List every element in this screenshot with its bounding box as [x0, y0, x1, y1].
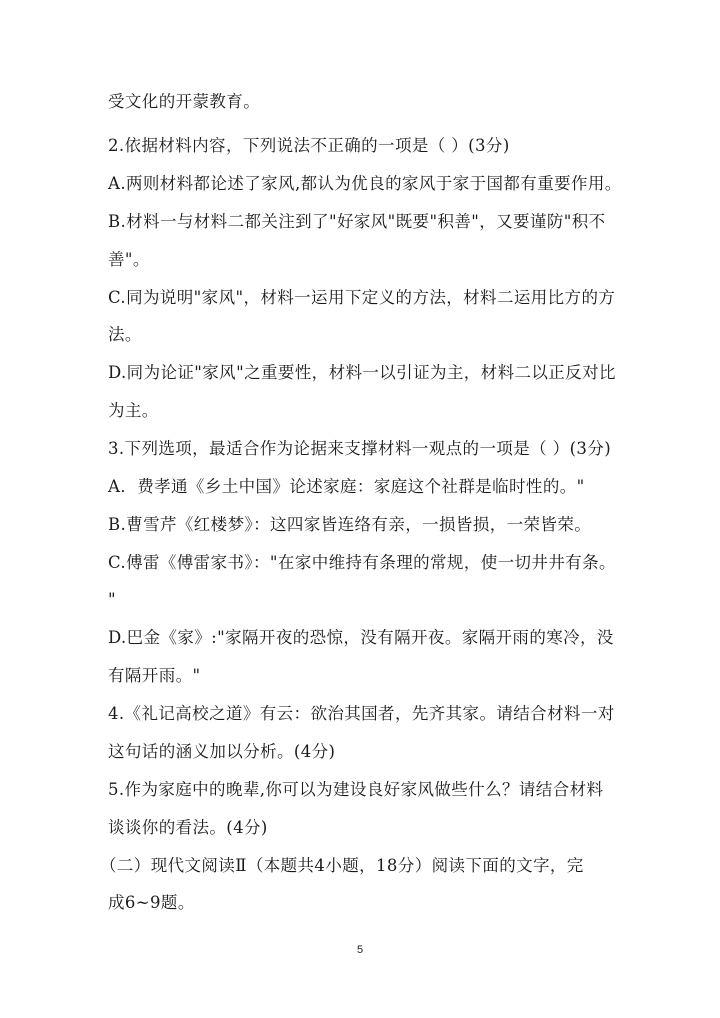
- option-3b: B.曹雪芹《红楼梦》：这四家皆连络有亲，一损皆损，一荣皆荣。: [108, 515, 592, 534]
- option-3c: C.傅雷《傅雷家书》："在家中维持有条理的常规，使一切井井有条。: [108, 553, 616, 572]
- question-3-stem: 3.下列选项，最适合作为论据来支撑材料一观点的一项是（ ）(3分): [108, 439, 612, 458]
- question-2-stem: 2.依据材料内容，下列说法不正确的一项是（ ）(3分): [108, 136, 510, 155]
- option-3d: D.巴金《家》:"家隔开夜的恐惊，没有隔开夜。家隔开雨的寒冷，没: [108, 628, 614, 647]
- question-4: 4.《礼记高校之道》有云：欲治其国者，先齐其家。请结合材料一对: [108, 704, 615, 723]
- section-heading-cont: 成6~9题。: [108, 893, 195, 912]
- question-5: 5.作为家庭中的晚辈,你可以为建设良好家风做些什么？请结合材料: [108, 780, 604, 799]
- option-2d: D.同为论证"家风"之重要性，材料一以引证为主，材料二以正反对比: [108, 363, 616, 382]
- text-line: 受文化的开蒙教育。: [108, 92, 261, 111]
- option-2a: A.两则材料都论述了家风,都认为优良的家风于家于国都有重要作用。: [108, 174, 622, 193]
- question-5-cont: 谈谈你的看法。(4分): [108, 818, 268, 837]
- option-3a: A．费孝通《乡土中国》论述家庭：家庭这个社群是临时性的。": [108, 477, 585, 496]
- section-heading: （二）现代文阅读Ⅱ（本题共4小题，18分）阅读下面的文字，完: [100, 856, 584, 875]
- option-3c-cont: ": [108, 590, 116, 609]
- page-number: 5: [356, 944, 364, 956]
- option-2d-cont: 为主。: [108, 401, 159, 420]
- option-2c: C.同为说明"家风"，材料一运用下定义的方法，材料二运用比方的方: [108, 288, 616, 307]
- option-3d-cont: 有隔开雨。": [108, 666, 201, 685]
- option-2c-cont: 法。: [108, 325, 142, 344]
- option-2b-cont: 善"。: [108, 250, 150, 269]
- option-2b: B.材料一与材料二都关注到了"好家风"既要"积善"，又要谨防"积不: [108, 212, 606, 231]
- question-4-cont: 这句话的涵义加以分析。(4分): [108, 742, 336, 761]
